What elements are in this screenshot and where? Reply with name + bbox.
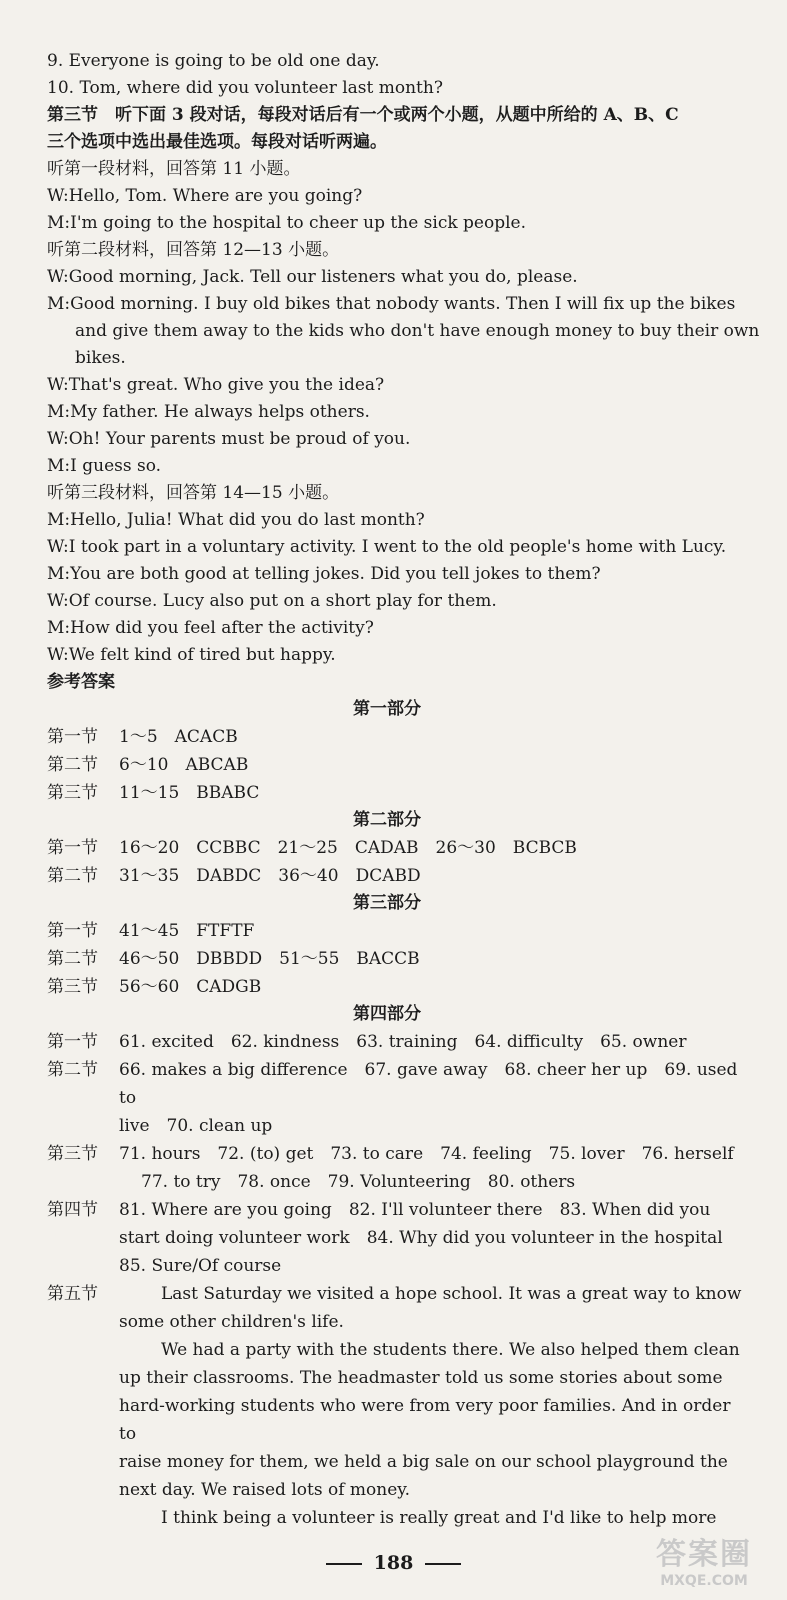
dialogue2-intro: 听第二段材料，回答第 12—13 小题。: [47, 240, 340, 260]
part3-title: 第三部分: [353, 893, 421, 913]
answer-text: 77. to try 78. once 79. Volunteering 80. others: [141, 1172, 576, 1192]
essay-line: some other children's life.: [119, 1312, 344, 1332]
answer-row-cont: [47, 1224, 747, 1252]
answer-row-cont: [47, 1252, 747, 1280]
answer-row: [47, 834, 747, 862]
answer-row: [47, 945, 747, 973]
dialogue-line-cont: and give them away to the kids who don't have enough money to buy their own: [75, 321, 760, 341]
watermark-main: 答案圈: [656, 1537, 752, 1572]
answer-text: live 70. clean up: [119, 1116, 273, 1136]
answer-text: 81. Where are you going 82. I'll volunteer there 83. When did you: [119, 1200, 711, 1220]
answers-title: 参考答案: [47, 672, 115, 692]
part1-title: 第一部分: [353, 699, 421, 719]
answer-text: 71. hours 72. (to) get 73. to care 74. feeling 75. lover 76. herself: [119, 1144, 734, 1164]
answer-text: 16～20 CCBBC 21～25 CADAB 26～30 BCBCB: [119, 838, 577, 858]
answer-row: [47, 1140, 747, 1168]
part4-title: 第四部分: [353, 1004, 421, 1024]
watermark-sub: MXQE.COM: [660, 1573, 748, 1589]
answer-text: 61. excited 62. kindness 63. training 64. difficulty 65. owner: [119, 1032, 687, 1052]
answer-row: [47, 723, 747, 751]
section-label: 第四节: [47, 1200, 98, 1220]
answer-row: [47, 779, 747, 807]
section3-heading-cont: 三个选项中选出最佳选项。每段对话听两遍。: [47, 132, 387, 152]
answer-row: [47, 1028, 747, 1056]
section-label: 第一节: [47, 1032, 98, 1052]
part2-title: 第二部分: [353, 810, 421, 830]
essay-line: hard-working students who were from very poor families. And in order to: [119, 1396, 731, 1444]
answer-row: [47, 917, 747, 945]
essay-row: [47, 1392, 747, 1448]
answer-text: 66. makes a big difference 67. gave away 68. cheer her up 69. used to: [119, 1060, 738, 1108]
dialogue3-intro: 听第三段材料，回答第 14—15 小题。: [47, 483, 340, 503]
section3-heading: 第三节 听下面 3 段对话，每段对话后有一个或两个小题，从题中所给的 A、B、C: [47, 105, 679, 125]
answer-row-cont: [47, 1168, 747, 1196]
dialogue1-intro: 听第一段材料，回答第 11 小题。: [47, 159, 301, 179]
answer-text: 56～60 CADGB: [119, 977, 262, 997]
dash-right: [425, 1563, 461, 1565]
dialogue-line: M:How did you feel after the activity?: [47, 618, 374, 638]
dialogue-line: W:We felt kind of tired but happy.: [47, 645, 336, 665]
answer-text: 46～50 DBBDD 51～55 BACCB: [119, 949, 420, 969]
essay-row: [47, 1336, 747, 1364]
answer-row: [47, 1196, 747, 1224]
document-page: [47, 48, 760, 1532]
section-label: 第一节: [47, 921, 98, 941]
essay-row: [47, 1308, 747, 1336]
section-label: 第二节: [47, 1060, 98, 1080]
answer-text: 41～45 FTFTF: [119, 921, 255, 941]
dialogue-line: W:Oh! Your parents must be proud of you.: [47, 429, 411, 449]
essay-line: up their classrooms. The headmaster told us some stories about some: [119, 1368, 723, 1388]
essay-line: raise money for them, we held a big sale on our school playground the: [119, 1452, 728, 1472]
page-number-text: 188: [373, 1552, 414, 1574]
essay-line: We had a party with the students there. We also helped them clean: [161, 1340, 740, 1360]
essay-row: [47, 1504, 747, 1532]
section-label: 第三节: [47, 783, 98, 803]
line-10: 10. Tom, where did you volunteer last month?: [47, 78, 443, 98]
answer-text: 85. Sure/Of course: [119, 1256, 282, 1276]
answer-row-cont: [47, 1112, 747, 1140]
dialogue-line: M:I'm going to the hospital to cheer up the sick people.: [47, 213, 527, 233]
dialogue-line: M:I guess so.: [47, 456, 162, 476]
answer-row: [47, 973, 747, 1001]
dialogue-line: W:That's great. Who give you the idea?: [47, 375, 385, 395]
essay-row: [47, 1476, 747, 1504]
section-label: 第五节: [47, 1284, 98, 1304]
section-label: 第一节: [47, 727, 98, 747]
answer-row: [47, 1056, 747, 1112]
section-label: 第三节: [47, 977, 98, 997]
section-label: 第二节: [47, 866, 98, 886]
answer-row: [47, 751, 747, 779]
essay-row: [47, 1364, 747, 1392]
line-9: 9. Everyone is going to be old one day.: [47, 51, 380, 71]
dialogue-line: M:My father. He always helps others.: [47, 402, 370, 422]
dialogue-line: W:Good morning, Jack. Tell our listeners what you do, please.: [47, 267, 578, 287]
site-watermark: [629, 1538, 779, 1594]
answer-row: [47, 1280, 747, 1308]
essay-row: [47, 1448, 747, 1476]
essay-line: I think being a volunteer is really great and I'd like to help more: [161, 1508, 717, 1528]
dialogue-line: M:You are both good at telling jokes. Did you tell jokes to them?: [47, 564, 601, 584]
answer-text: 11～15 BBABC: [119, 783, 260, 803]
essay-line: next day. We raised lots of money.: [119, 1480, 411, 1500]
dialogue-line: W:Of course. Lucy also put on a short play for them.: [47, 591, 497, 611]
dialogue-line-cont: bikes.: [75, 348, 126, 368]
dialogue-line: W:Hello, Tom. Where are you going?: [47, 186, 363, 206]
answer-text: start doing volunteer work 84. Why did you volunteer in the hospital: [119, 1228, 723, 1248]
section-label: 第三节: [47, 1144, 98, 1164]
dialogue-line: M:Good morning. I buy old bikes that nobody wants. Then I will fix up the bikes: [47, 294, 736, 314]
answer-row: [47, 862, 747, 890]
essay-line: Last Saturday we visited a hope school. It was a great way to know: [161, 1284, 742, 1304]
dash-left: [326, 1563, 362, 1565]
section-label: 第二节: [47, 755, 98, 775]
dialogue-line: W:I took part in a voluntary activity. I went to the old people's home with Lucy.: [47, 537, 727, 557]
answer-text: 6～10 ABCAB: [119, 755, 249, 775]
answer-text: 31～35 DABDC 36～40 DCABD: [119, 866, 421, 886]
section-label: 第一节: [47, 838, 98, 858]
section-label: 第二节: [47, 949, 98, 969]
answer-text: 1～5 ACACB: [119, 727, 238, 747]
dialogue-line: M:Hello, Julia! What did you do last month?: [47, 510, 425, 530]
